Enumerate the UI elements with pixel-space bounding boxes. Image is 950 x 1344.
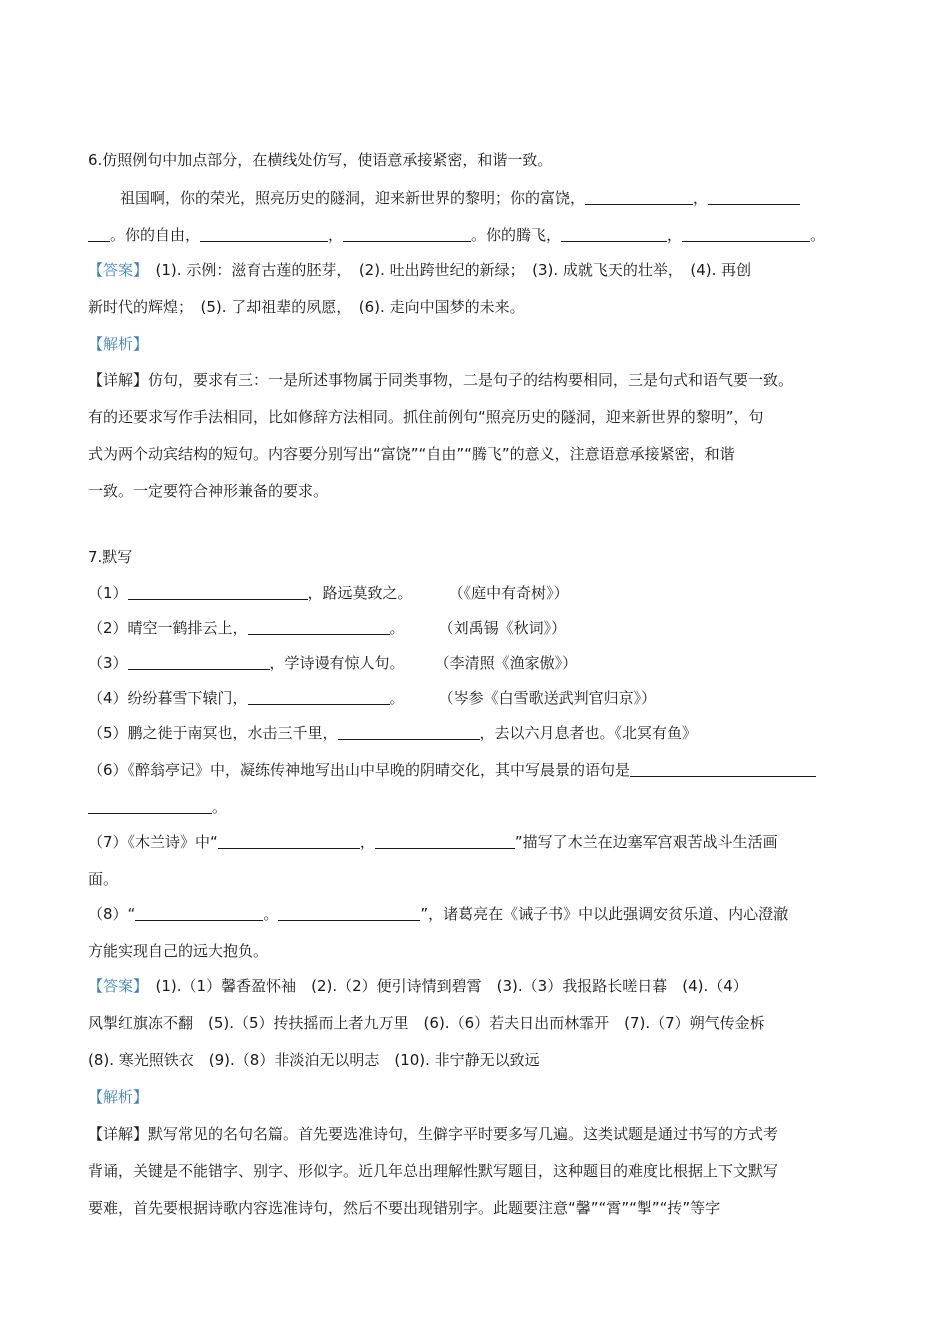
q7-item-2-source: （刘禹锡《秋词》） xyxy=(438,619,567,637)
q6-answer-line2: 新时代的辉煌； (5). 了却祖辈的夙愿， (6). 走向中国梦的未来。 xyxy=(88,298,525,316)
q7-item-6-line1 xyxy=(88,760,878,780)
q7-item-6-line2 xyxy=(88,797,878,817)
q7-item-4-period: 。 xyxy=(389,689,405,707)
q7-item-3 xyxy=(88,653,878,673)
q7-blank-6b[interactable] xyxy=(88,799,212,814)
q7-item-1-text: ，路远莫致之。 xyxy=(307,584,413,602)
q6-detail-text: 仿句，要求有三：一是所述事物属于同类事物，二是句子的结构要相同，三是句式和语气要一致。 xyxy=(148,371,794,389)
q6-answer-text: (1). 示例：滋育古莲的胚芽， (2). 吐出跨世纪的新绿； (3). 成就飞天的壮举， (4). 再创 xyxy=(155,261,752,279)
q6-prompt-text: 祖国啊，你的荣光，照亮历史的隧洞，迎来新世界的黎明；你的富饶， xyxy=(120,189,586,207)
q7-blank-8b[interactable] xyxy=(278,906,420,921)
q7-title: 7.默写 xyxy=(88,548,133,566)
q6-comma: ， xyxy=(667,226,683,244)
q6-blank-6[interactable] xyxy=(682,227,810,242)
q6-detail-line1 xyxy=(88,370,878,390)
q7-blank-3[interactable] xyxy=(128,655,270,670)
q6-soar-text: 。你的腾飞， xyxy=(471,226,562,244)
answer-tag: 【答案】 xyxy=(88,977,141,995)
q7-blank-5[interactable] xyxy=(338,725,480,740)
q6-detail-line2: 有的还要求写作手法相同，比如修辞方法相同。抓住前例句“照亮历史的隧洞，迎来新世界的黎明”，句 xyxy=(88,408,764,426)
q6-blank-3[interactable] xyxy=(200,227,328,242)
q6-title: 6.仿照例句中加点部分，在横线处仿写，使语意承接紧密，和谐一致。 xyxy=(88,151,553,169)
q7-blank-7b[interactable] xyxy=(375,834,515,849)
q7-answer-line2: 风掣红旗冻不翻 (5).（5）抟扶摇而上者九万里 (6).（6）若夫日出而林霏开 (7).（7）朔气传金柝 xyxy=(88,1014,765,1032)
q7-item-2-period: 。 xyxy=(389,619,405,637)
q7-item-8-period: 。 xyxy=(263,905,279,923)
analysis-tag: 【解析】 xyxy=(88,1088,149,1106)
q6-detail-line3: 式为两个动宾结构的短句。内容要分别写出“富饶”“自由”“腾飞”的意义，注意语意承接紧密，和谐 xyxy=(88,445,735,463)
q6-blank-1[interactable] xyxy=(585,190,693,205)
q6-blank-2a[interactable] xyxy=(708,190,800,205)
q6-prompt-line2 xyxy=(88,225,878,245)
q7-answer-line1 xyxy=(88,976,878,996)
q7-detail-line3: 要难，首先要根据诗歌内容选准诗句，然后不要出现错别字。此题要注意“馨”“霄”“掣”“抟”等字 xyxy=(88,1199,721,1217)
q7-item-7-text: （7）《木兰诗》中“ xyxy=(88,833,218,851)
q7-item-3-text: ，学诗谩有惊人句。 xyxy=(269,654,405,672)
q6-answer-line1 xyxy=(88,260,878,280)
q7-item-5-text-end: ，去以六月息者也。《北冥有鱼》 xyxy=(479,724,698,742)
q7-blank-8a[interactable] xyxy=(135,906,263,921)
detail-tag: 【详解】 xyxy=(88,371,149,389)
q7-item-6-period: 。 xyxy=(212,798,228,816)
q7-item-1 xyxy=(88,583,878,603)
answer-tag: 【答案】 xyxy=(88,261,141,279)
q6-blank-4[interactable] xyxy=(343,227,471,242)
q7-item-7-text-end: ”描写了木兰在边塞军宫艰苦战斗生活画 xyxy=(514,833,778,851)
analysis-tag: 【解析】 xyxy=(88,335,149,353)
q6-comma: ， xyxy=(693,189,709,207)
q7-item-6-text: （6）《醉翁亭记》中，凝练传神地写出山中早晚的阴晴交化，其中写晨景的语句是 xyxy=(88,761,631,779)
q7-blank-7a[interactable] xyxy=(218,834,360,849)
q7-item-4-source: （岑参《白雪歌送武判官归京》） xyxy=(438,689,657,707)
q7-answer-line3: (8). 寒光照铁衣 (9).（8）非淡泊无以明志 (10). 非宁静无以致远 xyxy=(88,1051,540,1069)
q7-item-4 xyxy=(88,688,878,708)
q7-blank-2[interactable] xyxy=(248,620,390,635)
q7-item-3-source: （李清照《渔家傲》） xyxy=(434,654,578,672)
q7-item-5-text: （5）鹏之徙于南冥也，水击三千里， xyxy=(88,724,338,742)
q7-item-5 xyxy=(88,723,878,743)
q7-blank-1[interactable] xyxy=(128,585,308,600)
q7-blank-4[interactable] xyxy=(248,690,390,705)
q7-item-1-label: （1） xyxy=(88,584,128,602)
q7-item-7-line1 xyxy=(88,832,878,852)
q7-blank-6a[interactable] xyxy=(630,762,816,777)
q7-item-8-text-end: ”，诸葛亮在《诫子书》中以此强调安贫乐道、内心澄澈 xyxy=(420,905,789,923)
q7-item-8-line1 xyxy=(88,904,878,924)
q6-period: 。 xyxy=(810,226,826,244)
q7-item-8-line2: 方能实现自己的远大抱负。 xyxy=(88,942,269,960)
q6-blank-2b[interactable] xyxy=(88,227,110,242)
q6-detail-line4: 一致。一定要符合神形兼备的要求。 xyxy=(88,482,329,500)
q7-item-4-text: （4）纷纷暮雪下辕门， xyxy=(88,689,248,707)
q7-answer-text: (1).（1）馨香盈怀袖 (2).（2）便引诗情到碧霄 (3).（3）我报路长嗟日暮 (4).（4） xyxy=(155,977,748,995)
q7-item-2-text: （2）晴空一鹤排云上， xyxy=(88,619,248,637)
q7-detail-text: 默写常见的名句名篇。首先要选准诗句，生僻字平时要多写几遍。这类试题是通过书写的方式考 xyxy=(148,1125,779,1143)
q7-item-2 xyxy=(88,618,878,638)
q7-detail-line2: 背诵，关键是不能错字、别字、形似字。近几年总出理解性默写题目，这种题目的难度比根据上下文默写 xyxy=(88,1162,779,1180)
q6-comma: ， xyxy=(328,226,344,244)
q6-freedom-text: 。你的自由， xyxy=(110,226,201,244)
q7-item-3-label: （3） xyxy=(88,654,128,672)
q7-item-1-source: （《庭中有奇树》） xyxy=(448,584,569,602)
q7-item-7-comma: ， xyxy=(359,833,375,851)
detail-tag: 【详解】 xyxy=(88,1125,149,1143)
q6-prompt-line1 xyxy=(120,188,878,208)
q7-item-8-text: （8）“ xyxy=(88,905,136,923)
q7-item-7-line2: 面。 xyxy=(88,870,119,888)
q6-blank-5[interactable] xyxy=(561,227,667,242)
q7-detail-line1 xyxy=(88,1124,878,1144)
